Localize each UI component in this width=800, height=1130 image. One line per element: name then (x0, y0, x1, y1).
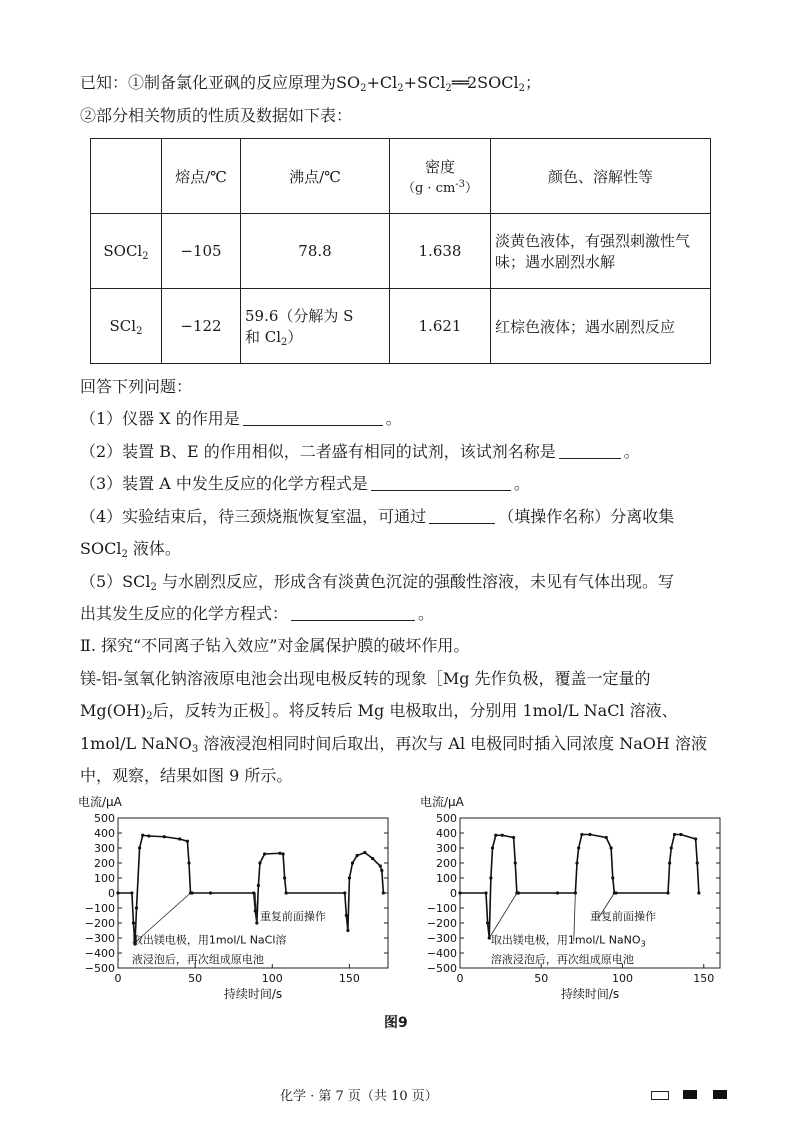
data-point (187, 861, 190, 864)
table-header-density: 密度 $(g \cdot cm^{-3})$ (390, 139, 491, 214)
boiling-point: 78.8 (241, 214, 390, 289)
y-tick-label: 0 (108, 887, 115, 900)
x-tick-label: 100 (612, 972, 633, 985)
data-point (356, 854, 359, 857)
data-point (611, 876, 614, 879)
data-point (489, 876, 492, 879)
data-point (283, 876, 286, 879)
x-tick-label: 0 (456, 972, 464, 985)
question-4-cont: SOCl$_2$ 液体。 (80, 539, 181, 560)
known-reaction-line: 已知：①制备氯化亚砜的反应原理为$SO_2+Cl_2+SCl_2══2SOCl_2$； (80, 73, 541, 94)
y-tick-label: 100 (94, 872, 115, 885)
data-point (580, 833, 583, 836)
question-4: （4）实验结束后，待三颈烧瓶恢复室温，可通过 （填操作名称）分离收集 (80, 507, 675, 526)
y-tick-label: −400 (84, 947, 115, 960)
answer-blank[interactable] (371, 475, 511, 491)
y-tick-label: −300 (84, 932, 115, 945)
question-2: （2）装置 B、E 的作用相似，二者盛有相同的试剂，该试剂名称是 。 (80, 442, 640, 461)
data-point (575, 861, 578, 864)
annotation-text: 溶液浸泡后，再次组成原电池 (490, 952, 634, 966)
y-tick-label: −500 (426, 962, 457, 975)
page-footer: 化学 · 第 7 页（共 10 页） (280, 1089, 438, 1104)
question-5: （5）SCl$_2$ 与水剧烈反应，形成含有淡黄色沉淀的强酸性溶液，未见有气体出现。写 (80, 572, 674, 593)
data-point (673, 833, 676, 836)
table-row (91, 214, 711, 289)
x-tick-label: 100 (261, 972, 283, 985)
data-point (494, 834, 497, 837)
data-point (697, 891, 700, 894)
y-tick-label: −300 (426, 932, 457, 945)
density: 1.638 (390, 214, 491, 289)
y-axis-label: 电流/μA (420, 795, 464, 809)
data-point (209, 891, 212, 894)
annotation-text: 取出镁电极，用1mol/L NaCl溶 (131, 933, 287, 947)
corner-mark-solid (713, 1090, 727, 1099)
data-point (363, 851, 366, 854)
data-point (351, 861, 354, 864)
table-header-desc: 颜色、溶解性等 (491, 139, 711, 214)
data-point (610, 846, 613, 849)
x-tick-label: 50 (534, 972, 549, 985)
data-point (380, 869, 383, 872)
y-tick-label: −200 (84, 917, 115, 930)
data-point (668, 861, 671, 864)
description: 红棕色液体；遇水剧烈反应 (491, 289, 711, 364)
data-point (132, 921, 135, 924)
series-line (460, 835, 699, 939)
substance-name: SCl$_2$ (91, 289, 162, 364)
data-point (116, 891, 119, 894)
data-point (458, 891, 461, 894)
data-point (517, 891, 520, 894)
annotation-text: 重复前面操作 (259, 910, 326, 923)
table-intro-line: ②部分相关物质的性质及数据如下表： (80, 106, 353, 125)
data-point (186, 840, 189, 843)
y-tick-label: 500 (436, 812, 457, 825)
data-point (371, 857, 374, 860)
part2-para-line: 1mol/L NaNO$_3$ 溶液浸泡相同时间后取出，再次与 Al 电极同时插入同浓度 NaOH 溶液 (80, 734, 707, 755)
y-tick-label: 0 (450, 887, 457, 900)
x-axis-label: 持续时间/s (223, 987, 283, 1001)
part2-para-line: $Mg(OH)_2$后，反转为正极］。将反转后 Mg 电极取出，分别用 1mol/L NaCl 溶液、 (80, 701, 678, 722)
y-tick-label: 200 (436, 857, 457, 870)
data-point (512, 836, 515, 839)
data-point (285, 891, 288, 894)
y-axis-label: 电流/μA (78, 795, 122, 809)
part2-title: Ⅱ. 探究“不同离子钻入效应”对金属保护膜的破坏作用。 (80, 636, 470, 655)
data-point (263, 852, 266, 855)
data-point (694, 837, 697, 840)
y-tick-label: 300 (94, 842, 115, 855)
data-point (514, 861, 517, 864)
table-header-mp: 熔点/℃ (162, 139, 241, 214)
data-point (588, 833, 591, 836)
data-point (147, 834, 150, 837)
answer-blank[interactable] (559, 443, 621, 459)
questions-lead: 回答下列问题： (80, 377, 193, 396)
data-point (278, 852, 281, 855)
y-tick-label: 100 (436, 872, 457, 885)
data-point (281, 852, 284, 855)
data-point (605, 836, 608, 839)
data-point (491, 846, 494, 849)
question-5-cont: 出其发生反应的化学方程式： 。 (80, 604, 435, 623)
melting-point: −122 (162, 289, 241, 364)
chart-nacl (78, 792, 398, 1012)
table-row (91, 289, 711, 364)
x-tick-label: 0 (114, 972, 122, 985)
data-point (190, 891, 193, 894)
data-point (484, 891, 487, 894)
answer-blank[interactable] (291, 605, 415, 621)
y-tick-label: −400 (426, 947, 457, 960)
y-tick-label: −100 (426, 902, 457, 915)
part2-para-line: 中，观察，结果如图 9 所示。 (80, 766, 293, 785)
data-point (345, 914, 348, 917)
data-point (577, 846, 580, 849)
data-point (343, 891, 346, 894)
description: 淡黄色液体，有强烈刺激性气 味；遇水剧烈水解 (491, 214, 711, 289)
y-tick-label: 300 (436, 842, 457, 855)
y-tick-label: 500 (94, 812, 115, 825)
table-header-row (91, 139, 711, 214)
substance-name: SOCl$_2$ (91, 214, 162, 289)
y-tick-label: −200 (426, 917, 457, 930)
annotation-text: 重复前面操作 (590, 910, 656, 923)
boiling-point: 59.6（分解为 S 和 $Cl_2$） (241, 289, 390, 364)
data-point (379, 864, 382, 867)
data-point (178, 837, 181, 840)
annotation-text: 取出镁电极，用1mol/L NaNO$_3$ (490, 933, 646, 949)
y-tick-label: −500 (84, 962, 115, 975)
data-point (258, 861, 261, 864)
density: 1.621 (390, 289, 491, 364)
data-point (252, 891, 255, 894)
corner-mark-solid (683, 1090, 697, 1099)
y-tick-label: 200 (94, 857, 115, 870)
data-point (257, 884, 260, 887)
data-point (135, 906, 138, 909)
x-tick-label: 150 (693, 972, 715, 985)
properties-table (90, 138, 711, 364)
annotation-leader (489, 893, 517, 938)
data-point (346, 929, 349, 932)
data-point (348, 876, 351, 879)
table-header-bp: 沸点/℃ (241, 139, 390, 214)
y-tick-label: 400 (94, 827, 115, 840)
data-point (130, 891, 133, 894)
data-point (501, 834, 504, 837)
x-tick-label: 150 (338, 972, 360, 985)
data-point (670, 846, 673, 849)
data-point (163, 835, 166, 838)
y-tick-label: −100 (84, 902, 115, 915)
x-tick-label: 50 (188, 972, 203, 985)
data-point (666, 891, 669, 894)
melting-point: −105 (162, 214, 241, 289)
question-1: （1）仪器 X 的作用是 。 (80, 409, 402, 428)
data-point (486, 921, 489, 924)
table-header-blank (91, 139, 162, 214)
corner-mark-outline (651, 1091, 669, 1100)
question-3: （3）装置 A 中发生反应的化学方程式是 。 (80, 474, 530, 493)
chart-nano3 (420, 792, 730, 1012)
data-point (141, 834, 144, 837)
y-tick-label: 400 (436, 827, 457, 840)
part2-para-line: 镁-铝-氢氧化钠溶液原电池会出现电极反转的现象［Mg 先作负极，覆盖一定量的 (80, 669, 651, 688)
data-point (382, 891, 385, 894)
x-axis-label: 持续时间/s (560, 987, 620, 1001)
data-point (614, 891, 617, 894)
data-point (696, 861, 699, 864)
data-point (138, 846, 141, 849)
data-point (556, 891, 559, 894)
annotation-text: 液浸泡后，再次组成原电池 (131, 952, 264, 966)
series-line (118, 835, 383, 947)
answer-blank[interactable] (429, 508, 495, 524)
figure-label: 图9 (384, 1015, 408, 1031)
answer-blank[interactable] (243, 410, 383, 426)
data-point (679, 833, 682, 836)
